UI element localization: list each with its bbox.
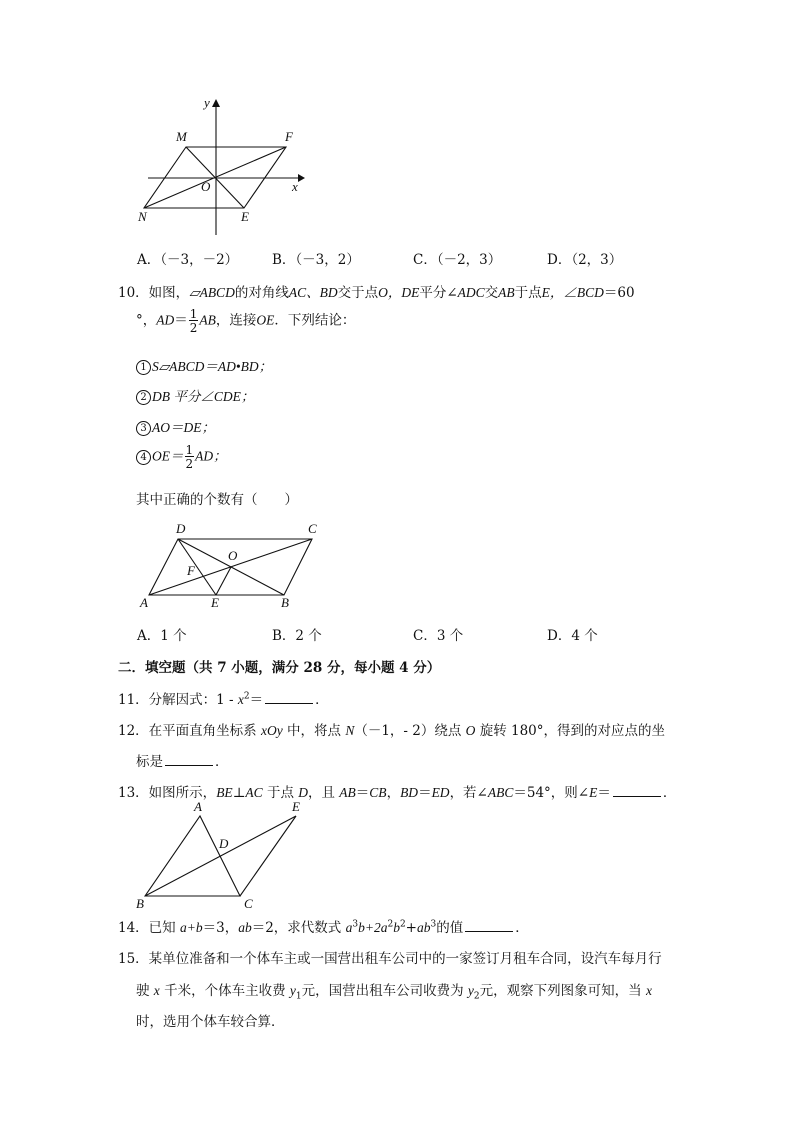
label-D: D — [219, 836, 229, 851]
q15-line-2: 驶 x 千米，个体车主收费 $y_1$元，国营出租车公司收费为 $y_2$元，观察下列图象可知，当 x — [136, 983, 652, 1002]
segment-BE — [145, 816, 296, 896]
q10-option-b: B．2 个 — [272, 628, 322, 644]
q14: 14．已知 a+b＝3，ab＝2，求代数式 $a^3b+2a^2b^2+ab^3$的值 ． — [118, 919, 529, 936]
label-C: C — [244, 896, 253, 910]
label-N: N — [138, 209, 147, 224]
label-x: x — [292, 179, 298, 194]
label-B: B — [136, 896, 144, 910]
label-E: E — [241, 209, 249, 224]
q9-coordinate-figure — [130, 95, 320, 240]
q11: 11．分解因式：$1 - x^2=$ ． — [118, 691, 329, 708]
segment-DE — [178, 539, 216, 595]
q15-line-3: 时，选用个体车较合算． — [136, 1014, 285, 1030]
q13-triangle-figure — [130, 800, 320, 910]
q12-line-1: 12．在平面直角坐标系 xOy 中，将点 N（－1，- 2）绕点 O 旋转 180°，得到的对应点的坐 — [118, 723, 666, 739]
q15-line-1: 15．某单位准备和一个体车主或一国营出租车公司中的一家签订月租车合同，设汽车每月行 — [118, 951, 662, 967]
label-E: E — [292, 800, 300, 814]
label-A: A — [194, 800, 202, 814]
label-B: B — [281, 595, 289, 610]
segment-CE — [240, 816, 296, 896]
q9-option-d: D．（2，3） — [547, 252, 623, 268]
label-A: A — [140, 595, 148, 610]
q9-option-c: C．（－2，3） — [413, 252, 502, 268]
label-O: O — [228, 548, 238, 563]
q13-text: 13．如图所示，BE⊥AC 于点 D，且 AB＝CB，BD＝ED，若∠ABC＝54°，则∠E＝ ． — [118, 785, 677, 801]
q10-line-2: °，AD＝ $\frac{1}{2}$ AB，连接OE．下列结论： — [136, 307, 356, 335]
q9-option-b: B．（－3，2） — [272, 252, 360, 268]
label-M: M — [176, 129, 187, 144]
label-E: E — [211, 595, 219, 610]
answer-blank[interactable] — [613, 784, 661, 797]
label-O: O — [201, 179, 211, 194]
q10-conclusion-3: 3 AO＝DE； — [136, 416, 215, 436]
answer-blank[interactable] — [265, 691, 313, 704]
label-C: C — [308, 521, 317, 536]
label-y: y — [204, 95, 210, 110]
answer-blank[interactable] — [465, 919, 513, 932]
q12-line-2: 标是 ． — [136, 754, 229, 770]
label-F: F — [285, 129, 293, 144]
section-title-fill-in: 二．填空题（共 7 小题，满分 28 分，每小题 4 分） — [118, 660, 441, 676]
q10-option-a: A．1 个 — [137, 628, 187, 644]
y-axis-arrow — [212, 99, 220, 107]
q10-line-1: 10．如图，▱ABCD的对角线AC、BD交于点O，DE平分∠ADC交AB于点E，∠BCD＝60 — [118, 285, 635, 301]
triangle-ABC — [145, 816, 240, 896]
q10-conclusion-4: 4 OE＝ $\frac{1}{2}$ AD； — [136, 444, 227, 470]
q10-conclusion-1: 1 S▱ABCD＝AD•BD； — [136, 355, 272, 375]
q10-option-d: D．4 个 — [547, 628, 598, 644]
label-D: D — [176, 521, 186, 536]
q10-conclusion-2: 2 DB 平分∠CDE； — [136, 385, 254, 405]
answer-blank[interactable] — [165, 753, 213, 766]
label-F: F — [187, 563, 195, 578]
fraction-one-half: $\frac{1}{2}$ — [189, 307, 198, 335]
q10-question: 其中正确的个数有（ ） — [136, 492, 298, 508]
q9-option-a: A．（－3，－2） — [137, 252, 239, 268]
x-axis-arrow — [298, 174, 305, 182]
q10-parallelogram-figure — [135, 520, 325, 612]
q10-option-c: C．3 个 — [413, 628, 464, 644]
